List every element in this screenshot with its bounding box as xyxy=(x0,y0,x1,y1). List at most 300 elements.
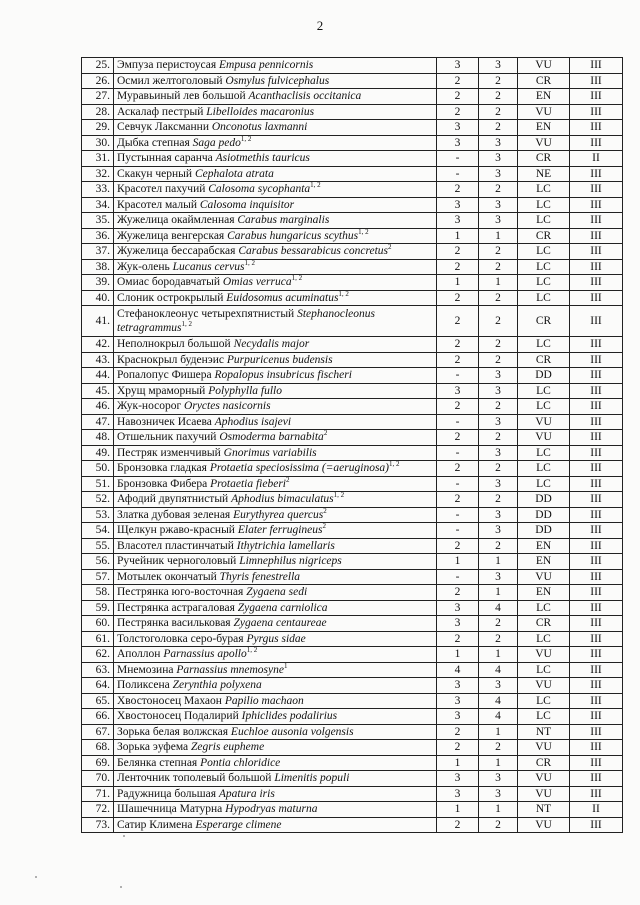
russian-name: Хвостоносец Махаон xyxy=(117,694,225,707)
species-name xyxy=(114,647,437,663)
category-regional: 2 xyxy=(437,430,479,446)
russian-name: Бронзовка Фибера xyxy=(117,477,211,490)
category-regional: 3 xyxy=(437,786,479,802)
row-number: 47. xyxy=(82,414,114,430)
latin-name: Limnephilus nigriceps xyxy=(239,555,342,568)
category-local: 3 xyxy=(479,786,518,802)
latin-name: Zegris eupheme xyxy=(191,741,265,754)
category-local: 2 xyxy=(479,740,518,756)
iucn-status: LC xyxy=(518,213,570,229)
priority-class: III xyxy=(570,259,623,275)
category-local: 2 xyxy=(479,244,518,260)
species-name xyxy=(114,585,437,601)
table-row xyxy=(82,151,623,167)
table-row xyxy=(82,89,623,105)
table-row xyxy=(82,58,623,74)
table-row xyxy=(82,352,623,368)
table-row xyxy=(82,709,623,725)
iucn-status: NT xyxy=(518,802,570,818)
latin-name: Hypodryas maturna xyxy=(225,803,318,816)
category-local: 2 xyxy=(479,538,518,554)
table-row xyxy=(82,197,623,213)
iucn-status: VU xyxy=(518,414,570,430)
priority-class: III xyxy=(570,337,623,353)
table-row xyxy=(82,755,623,771)
species-name xyxy=(114,120,437,136)
russian-name: Аскалаф пестрый xyxy=(117,105,207,118)
row-number: 32. xyxy=(82,166,114,182)
row-number: 46. xyxy=(82,399,114,415)
species-name xyxy=(114,740,437,756)
russian-name: Мотылек окончатый xyxy=(117,570,220,583)
russian-name: Жужелица венгерская xyxy=(117,229,228,242)
species-name xyxy=(114,383,437,399)
priority-class: III xyxy=(570,352,623,368)
category-regional: - xyxy=(437,523,479,539)
iucn-status: LC xyxy=(518,476,570,492)
table-row xyxy=(82,306,623,337)
priority-class: III xyxy=(570,197,623,213)
category-local: 4 xyxy=(479,600,518,616)
table-row xyxy=(82,678,623,694)
russian-name: Жук-олень xyxy=(117,260,173,273)
iucn-status: LC xyxy=(518,631,570,647)
table-row xyxy=(82,213,623,229)
priority-class: III xyxy=(570,569,623,585)
species-name xyxy=(114,554,437,570)
iucn-status: NE xyxy=(518,166,570,182)
priority-class: III xyxy=(570,538,623,554)
table-row xyxy=(82,135,623,151)
iucn-status: NT xyxy=(518,724,570,740)
iucn-status: LC xyxy=(518,662,570,678)
russian-name: Пестряк изменчивый xyxy=(117,446,224,459)
category-regional: 1 xyxy=(437,755,479,771)
priority-class: III xyxy=(570,290,623,306)
priority-class: III xyxy=(570,786,623,802)
row-number: 59. xyxy=(82,600,114,616)
row-number: 67. xyxy=(82,724,114,740)
row-number: 57. xyxy=(82,569,114,585)
row-number: 41. xyxy=(82,306,114,337)
row-number: 39. xyxy=(82,275,114,291)
latin-name: Purpuricenus budensis xyxy=(226,353,333,366)
footnote-mark: 1, 2 xyxy=(333,491,345,500)
species-name xyxy=(114,197,437,213)
species-name xyxy=(114,306,437,337)
russian-name: Бронзовка гладкая xyxy=(117,462,210,475)
priority-class: III xyxy=(570,430,623,446)
russian-name: Эмпуза перистоусая xyxy=(117,59,220,72)
table-row xyxy=(82,430,623,446)
iucn-status: LC xyxy=(518,275,570,291)
latin-name: Necydalis major xyxy=(233,338,310,351)
latin-name: Cephalota atrata xyxy=(194,167,274,180)
species-name xyxy=(114,430,437,446)
row-number: 60. xyxy=(82,616,114,632)
iucn-status: VU xyxy=(518,740,570,756)
row-number: 61. xyxy=(82,631,114,647)
latin-name: Thyris fenestrella xyxy=(219,570,301,583)
footnote-mark: 1, 2 xyxy=(291,274,303,283)
footnote-mark: 1, 2 xyxy=(338,290,349,298)
category-regional: 2 xyxy=(437,724,479,740)
category-local: 2 xyxy=(479,73,518,89)
footnote-mark: 2 xyxy=(388,243,392,252)
table-row xyxy=(82,662,623,678)
species-name xyxy=(114,817,437,833)
priority-class: III xyxy=(570,166,623,182)
category-local: 2 xyxy=(479,399,518,415)
category-regional: 3 xyxy=(437,600,479,616)
species-name xyxy=(114,89,437,105)
table-row xyxy=(82,383,623,399)
species-name xyxy=(114,786,437,802)
category-local: 1 xyxy=(479,275,518,291)
iucn-status: LC xyxy=(518,259,570,275)
priority-class: III xyxy=(570,616,623,632)
table-row xyxy=(82,693,623,709)
category-local: 4 xyxy=(479,662,518,678)
latin-name: Libelloides macaronius xyxy=(206,105,315,118)
russian-name: Пестрянка юго-восточная xyxy=(117,586,247,599)
category-local: 3 xyxy=(479,678,518,694)
iucn-status: LC xyxy=(518,383,570,399)
page-number: 2 xyxy=(316,18,324,33)
category-regional: 3 xyxy=(437,678,479,694)
table-row xyxy=(82,228,623,244)
priority-class: III xyxy=(570,631,623,647)
row-number: 65. xyxy=(82,693,114,709)
table-row xyxy=(82,740,623,756)
latin-name: Calosoma inquisitor xyxy=(199,198,295,211)
iucn-status: LC xyxy=(518,182,570,198)
table-row xyxy=(82,259,623,275)
category-regional: 1 xyxy=(437,275,479,291)
priority-class: III xyxy=(570,58,623,74)
latin-name: Zygaena centaureae xyxy=(233,617,327,630)
table-row xyxy=(82,724,623,740)
iucn-status: LC xyxy=(518,709,570,725)
species-name xyxy=(114,104,437,120)
category-local: 3 xyxy=(479,569,518,585)
category-local: 3 xyxy=(479,368,518,384)
category-local: 3 xyxy=(479,445,518,461)
iucn-status: CR xyxy=(518,352,570,368)
iucn-status: VU xyxy=(518,678,570,694)
species-name xyxy=(114,58,437,74)
priority-class: III xyxy=(570,678,623,694)
species-table xyxy=(81,57,623,833)
priority-class: III xyxy=(570,461,623,477)
category-regional: 1 xyxy=(437,228,479,244)
category-regional: - xyxy=(437,445,479,461)
russian-name: Пустынная саранча xyxy=(117,152,216,165)
category-regional: 3 xyxy=(437,771,479,787)
table-row xyxy=(82,600,623,616)
species-name xyxy=(114,569,437,585)
row-number: 33. xyxy=(82,182,114,198)
iucn-status: VU xyxy=(518,58,570,74)
category-regional: 2 xyxy=(437,352,479,368)
latin-name: Iphiclides podalirius xyxy=(241,710,338,723)
row-number: 54. xyxy=(82,523,114,539)
russian-name: Аполлон xyxy=(117,648,164,661)
priority-class: III xyxy=(570,523,623,539)
russian-name: Скакун черный xyxy=(117,167,195,180)
priority-class: III xyxy=(570,771,623,787)
category-local: 3 xyxy=(479,166,518,182)
table-row xyxy=(82,244,623,260)
table-row xyxy=(82,476,623,492)
species-table-body xyxy=(82,58,623,833)
priority-class: III xyxy=(570,120,623,136)
table-row xyxy=(82,166,623,182)
priority-class: III xyxy=(570,89,623,105)
category-regional: - xyxy=(437,507,479,523)
category-local: 1 xyxy=(479,554,518,570)
russian-name: Пестрянка васильковая xyxy=(117,617,234,630)
latin-name: Carabus hungaricus scythus xyxy=(227,229,359,242)
table-row xyxy=(82,585,623,601)
latin-name: Apatura iris xyxy=(218,787,275,800)
category-local: 3 xyxy=(479,135,518,151)
category-regional: 2 xyxy=(437,89,479,105)
category-regional: 2 xyxy=(437,104,479,120)
row-number: 49. xyxy=(82,445,114,461)
category-regional: 1 xyxy=(437,554,479,570)
category-regional: - xyxy=(437,151,479,167)
priority-class: III xyxy=(570,709,623,725)
latin-name: Zerynthia polyxena xyxy=(172,679,262,692)
species-name xyxy=(114,802,437,818)
priority-class: III xyxy=(570,693,623,709)
priority-class: III xyxy=(570,817,623,833)
footnote-mark: 1 xyxy=(284,662,288,670)
species-name xyxy=(114,693,437,709)
category-regional: - xyxy=(437,569,479,585)
latin-name: Limenitis populi xyxy=(274,772,350,785)
table-row xyxy=(82,786,623,802)
row-number: 66. xyxy=(82,709,114,725)
latin-name: Aphodius isajevi xyxy=(214,415,292,428)
species-name xyxy=(114,151,437,167)
iucn-status: CR xyxy=(518,616,570,632)
category-regional: 1 xyxy=(437,802,479,818)
latin-name: Papilio machaon xyxy=(224,694,304,707)
scan-speck xyxy=(35,876,37,878)
russian-name: Неполнокрыл большой xyxy=(117,338,234,351)
table-row xyxy=(82,445,623,461)
priority-class: III xyxy=(570,104,623,120)
iucn-status: LC xyxy=(518,290,570,306)
category-regional: 3 xyxy=(437,213,479,229)
iucn-status: CR xyxy=(518,755,570,771)
species-name xyxy=(114,678,437,694)
row-number: 48. xyxy=(82,430,114,446)
russian-name: Мнемозина xyxy=(117,663,177,676)
priority-class: III xyxy=(570,755,623,771)
category-local: 3 xyxy=(479,523,518,539)
category-local: 3 xyxy=(479,383,518,399)
category-regional: 3 xyxy=(437,616,479,632)
species-name xyxy=(114,352,437,368)
category-regional: 2 xyxy=(437,740,479,756)
iucn-status: DD xyxy=(518,523,570,539)
category-regional: 1 xyxy=(437,647,479,663)
iucn-status: EN xyxy=(518,120,570,136)
latin-name: Ropalopus insubricus fischeri xyxy=(214,369,352,382)
russian-name: Ручейник черноголовый xyxy=(117,555,240,568)
latin-name: Euchloe ausonia volgensis xyxy=(230,725,354,738)
priority-class: III xyxy=(570,399,623,415)
species-name xyxy=(114,662,437,678)
category-local: 1 xyxy=(479,228,518,244)
russian-name: Щелкун ржаво-красный xyxy=(117,524,238,537)
row-number: 30. xyxy=(82,135,114,151)
latin-name: Polyphylla fullo xyxy=(208,384,282,397)
category-local: 1 xyxy=(479,802,518,818)
latin-name: Asiotmethis tauricus xyxy=(215,152,310,165)
iucn-status: VU xyxy=(518,647,570,663)
table-row xyxy=(82,647,623,663)
latin-name: Acanthaclisis occitanica xyxy=(248,90,362,103)
table-row xyxy=(82,461,623,477)
row-number: 62. xyxy=(82,647,114,663)
species-name xyxy=(114,244,437,260)
species-name xyxy=(114,492,437,508)
category-regional: - xyxy=(437,166,479,182)
category-local: 2 xyxy=(479,290,518,306)
species-name xyxy=(114,259,437,275)
category-local: 2 xyxy=(479,352,518,368)
footnote-mark: 2 xyxy=(286,476,290,484)
priority-class: III xyxy=(570,213,623,229)
category-local: 3 xyxy=(479,414,518,430)
priority-class: III xyxy=(570,724,623,740)
row-number: 45. xyxy=(82,383,114,399)
latin-name: Calosoma sycophanta xyxy=(208,183,311,196)
category-regional: 2 xyxy=(437,290,479,306)
category-local: 4 xyxy=(479,709,518,725)
row-number: 52. xyxy=(82,492,114,508)
latin-name: Protaetia fieberi xyxy=(210,477,286,490)
iucn-status: VU xyxy=(518,430,570,446)
priority-class: III xyxy=(570,740,623,756)
priority-class: III xyxy=(570,647,623,663)
footnote-mark: 1, 2 xyxy=(358,228,369,236)
species-name xyxy=(114,724,437,740)
row-number: 69. xyxy=(82,755,114,771)
priority-class: III xyxy=(570,507,623,523)
row-number: 28. xyxy=(82,104,114,120)
latin-name: Saga pedo xyxy=(192,136,241,149)
iucn-status: EN xyxy=(518,538,570,554)
species-name xyxy=(114,182,437,198)
category-local: 3 xyxy=(479,476,518,492)
latin-name: Empusa pennicornis xyxy=(219,59,314,72)
footnote-mark: 2 xyxy=(322,522,326,531)
russian-name: Афодий двупятнистый xyxy=(117,493,232,506)
row-number: 42. xyxy=(82,337,114,353)
category-regional: 2 xyxy=(437,73,479,89)
priority-class: III xyxy=(570,244,623,260)
category-local: 3 xyxy=(479,151,518,167)
species-name xyxy=(114,538,437,554)
category-regional: 2 xyxy=(437,585,479,601)
latin-name: Osmoderma barnabita xyxy=(219,431,324,444)
category-regional: 2 xyxy=(437,538,479,554)
table-row xyxy=(82,492,623,508)
table-row xyxy=(82,507,623,523)
table-row xyxy=(82,120,623,136)
iucn-status: LC xyxy=(518,337,570,353)
iucn-status: LC xyxy=(518,600,570,616)
row-number: 38. xyxy=(82,259,114,275)
iucn-status: LC xyxy=(518,693,570,709)
species-name xyxy=(114,275,437,291)
row-number: 44. xyxy=(82,368,114,384)
priority-class: III xyxy=(570,368,623,384)
category-regional: 4 xyxy=(437,662,479,678)
species-name xyxy=(114,755,437,771)
category-regional: 2 xyxy=(437,306,479,337)
latin-name: Ithytrichia lamellaris xyxy=(236,539,335,552)
category-regional: 2 xyxy=(437,461,479,477)
table-row xyxy=(82,538,623,554)
category-regional: - xyxy=(437,414,479,430)
iucn-status: DD xyxy=(518,368,570,384)
species-name xyxy=(114,73,437,89)
category-local: 2 xyxy=(479,182,518,198)
category-regional: 3 xyxy=(437,135,479,151)
category-local: 3 xyxy=(479,771,518,787)
species-name xyxy=(114,771,437,787)
latin-name: Osmylus fulvicephalus xyxy=(225,74,330,87)
category-regional: 3 xyxy=(437,58,479,74)
category-local: 3 xyxy=(479,58,518,74)
table-row xyxy=(82,802,623,818)
latin-name: Zygaena sedi xyxy=(246,586,308,599)
iucn-status: EN xyxy=(518,89,570,105)
russian-name: Жук-носорог xyxy=(117,400,185,413)
iucn-status: CR xyxy=(518,151,570,167)
latin-name: Carabus marginalis xyxy=(237,214,330,227)
table-row xyxy=(82,414,623,430)
category-local: 2 xyxy=(479,616,518,632)
footnote-mark: 1, 2 xyxy=(240,135,252,143)
priority-class: III xyxy=(570,414,623,430)
row-number: 43. xyxy=(82,352,114,368)
russian-name: Жужелица окаймленная xyxy=(117,214,238,227)
iucn-status: VU xyxy=(518,771,570,787)
category-local: 1 xyxy=(479,585,518,601)
iucn-status: VU xyxy=(518,817,570,833)
row-number: 72. xyxy=(82,802,114,818)
category-local: 2 xyxy=(479,430,518,446)
scan-speck xyxy=(120,886,122,888)
row-number: 34. xyxy=(82,197,114,213)
priority-class: III xyxy=(570,600,623,616)
species-name xyxy=(114,600,437,616)
row-number: 36. xyxy=(82,228,114,244)
russian-name: Жужелица бессарабская xyxy=(117,245,239,258)
species-name xyxy=(114,166,437,182)
row-number: 56. xyxy=(82,554,114,570)
russian-name: Златка дубовая зеленая xyxy=(117,508,234,521)
priority-class: III xyxy=(570,492,623,508)
latin-name: Euidosomus acuminatus xyxy=(226,291,339,304)
